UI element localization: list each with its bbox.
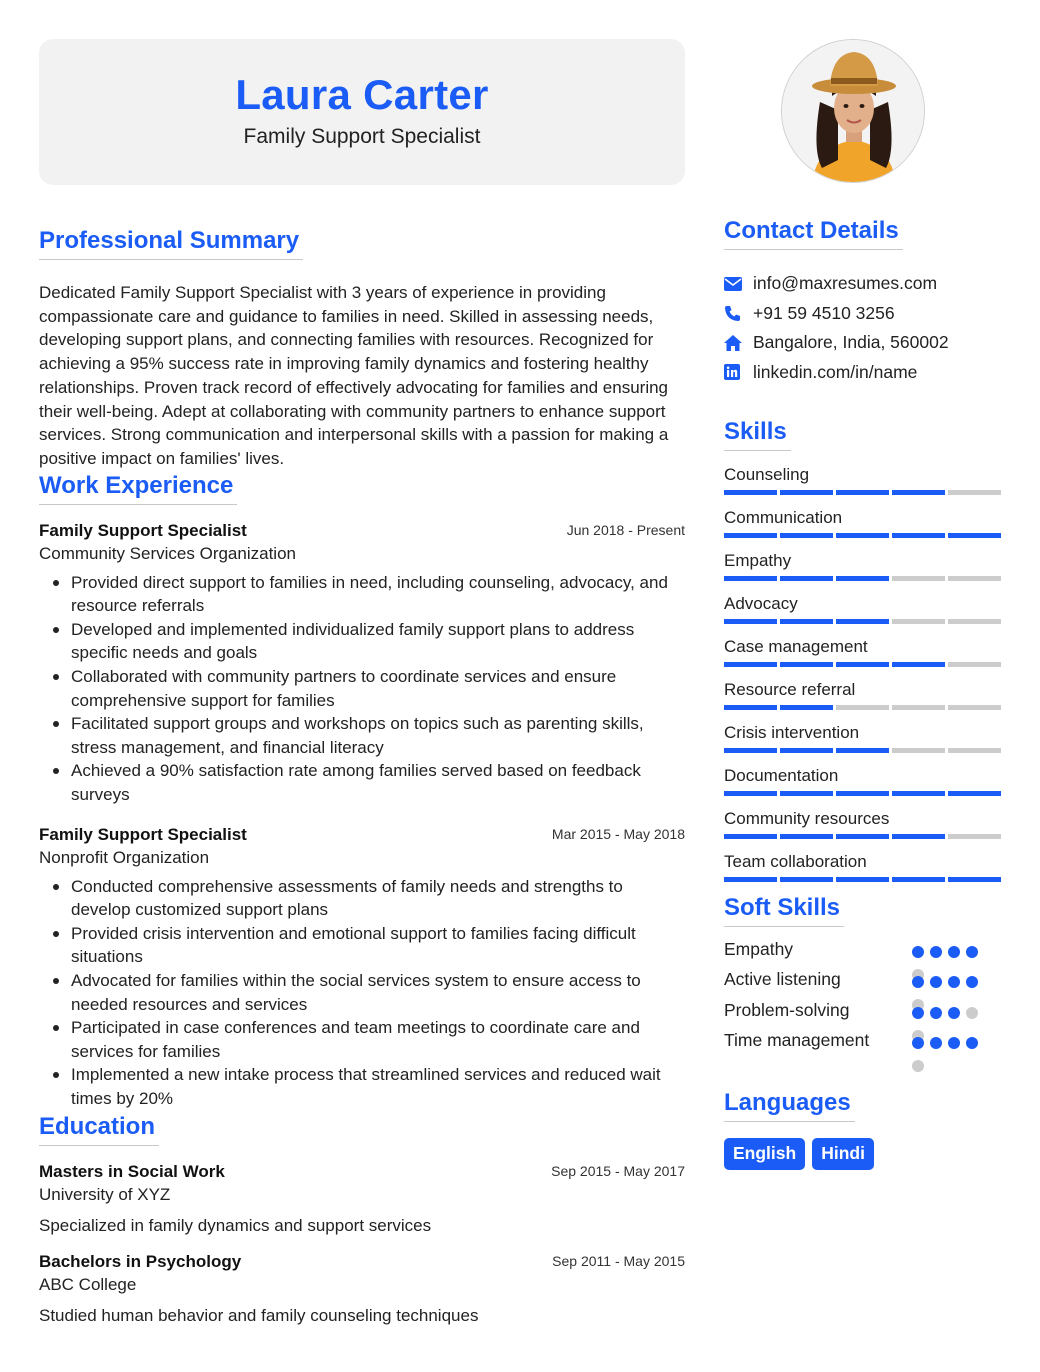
job-entry bbox=[39, 521, 685, 807]
skill-item bbox=[724, 851, 1002, 882]
skill-level-segment bbox=[892, 533, 945, 538]
bullet-item: Collaborated with community partners to coordinate services and ensure comprehensive support for families bbox=[39, 665, 685, 712]
skill-level-bar bbox=[724, 877, 1002, 882]
skill-level-segment bbox=[948, 490, 1001, 495]
header-card bbox=[39, 39, 685, 185]
job-organization: Nonprofit Organization bbox=[39, 847, 210, 867]
job-entry bbox=[39, 825, 685, 1111]
skill-level-segment bbox=[724, 576, 777, 581]
skill-name: Team collaboration bbox=[724, 852, 867, 871]
skill-name: Case management bbox=[724, 637, 868, 656]
soft-skill-item bbox=[724, 969, 1002, 999]
skill-level-segment bbox=[724, 791, 777, 796]
skill-level-segment bbox=[892, 791, 945, 796]
skill-level-segment bbox=[780, 619, 833, 624]
language-badge: English bbox=[724, 1138, 805, 1170]
bullet-item: Achieved a 90% satisfaction rate among families served based on feedback surveys bbox=[39, 759, 685, 806]
section-title-soft-skills: Soft Skills bbox=[724, 894, 844, 927]
bullet-item: Advocated for families within the social services system to ensure access to needed resources and services bbox=[39, 969, 685, 1016]
section-title-experience: Work Experience bbox=[39, 472, 237, 505]
contact-phone-text: +91 59 4510 3256 bbox=[753, 302, 895, 323]
skill-level-segment bbox=[724, 705, 777, 710]
skill-level-segment bbox=[892, 662, 945, 667]
skill-level-segment bbox=[836, 619, 889, 624]
skill-level-segment bbox=[836, 834, 889, 839]
job-bullets bbox=[39, 571, 685, 807]
skill-level-segment bbox=[780, 576, 833, 581]
skill-level-segment bbox=[836, 748, 889, 753]
soft-skill-item bbox=[724, 1000, 1002, 1030]
education-date: Sep 2011 - May 2015 bbox=[552, 1252, 685, 1269]
skill-level-segment bbox=[780, 705, 833, 710]
skill-level-bar bbox=[724, 748, 1002, 753]
job-role: Family Support Specialist bbox=[39, 824, 247, 844]
education-section bbox=[39, 1113, 685, 1326]
candidate-name: Laura Carter bbox=[235, 71, 489, 118]
skill-level-segment bbox=[780, 533, 833, 538]
skill-item bbox=[724, 722, 1002, 753]
soft-skill-name: Time management bbox=[724, 1029, 870, 1050]
skill-item bbox=[724, 550, 1002, 581]
skill-level-segment bbox=[724, 834, 777, 839]
skill-name: Community resources bbox=[724, 809, 890, 828]
skill-item bbox=[724, 464, 1002, 495]
contact-address bbox=[724, 328, 1002, 358]
skill-level-segment bbox=[948, 791, 1001, 796]
skill-level-segment bbox=[948, 576, 1001, 581]
skill-level-segment bbox=[892, 705, 945, 710]
rating-dot bbox=[966, 1037, 978, 1049]
section-title-contact: Contact Details bbox=[724, 217, 903, 250]
skill-level-segment bbox=[724, 490, 777, 495]
skill-level-segment bbox=[836, 533, 889, 538]
section-title-education: Education bbox=[39, 1113, 159, 1146]
soft-skills-list bbox=[724, 939, 1002, 1060]
rating-dot bbox=[930, 946, 942, 958]
skill-level-segment bbox=[948, 533, 1001, 538]
contact-email-text: info@maxresumes.com bbox=[753, 273, 938, 294]
job-date: Jun 2018 - Present bbox=[566, 521, 685, 538]
rating-dot bbox=[930, 976, 942, 988]
bullet-item: Conducted comprehensive assessments of family needs and strengths to develop customized support plans bbox=[39, 875, 685, 922]
skill-item bbox=[724, 808, 1002, 839]
education-description: Studied human behavior and family counseling techniques bbox=[39, 1305, 479, 1325]
skill-level-segment bbox=[948, 748, 1001, 753]
skill-level-bar bbox=[724, 533, 1002, 538]
skill-level-bar bbox=[724, 662, 1002, 667]
skill-level-segment bbox=[836, 877, 889, 882]
skill-name: Empathy bbox=[724, 551, 792, 570]
school-name: ABC College bbox=[39, 1274, 137, 1294]
skill-level-segment bbox=[836, 791, 889, 796]
bullet-item: Implemented a new intake process that streamlined services and reduced wait times by 20% bbox=[39, 1063, 685, 1110]
soft-skill-item bbox=[724, 939, 1002, 969]
envelope-icon bbox=[724, 277, 753, 291]
linkedin-icon bbox=[724, 364, 753, 380]
rating-dot bbox=[912, 1060, 924, 1072]
contact-linkedin-text: linkedin.com/in/name bbox=[753, 361, 918, 382]
skill-item bbox=[724, 765, 1002, 796]
skill-level-segment bbox=[836, 662, 889, 667]
section-title-skills: Skills bbox=[724, 418, 791, 451]
rating-dot bbox=[948, 976, 960, 988]
summary-text: Dedicated Family Support Specialist with 3 years of experience in providing compassionate care and guidance to families in need. Skilled in assessing needs, developing support plans, and connecting families with resources. Recognized for achieving a 95% success rate in improving family dynamics and fostering healthy relationships. Proven track record of effectively advocating for families and ensuring their well-being. Adept at collaborating with community partners to enhance support services. Strong communication and interpersonal skills with a passion for making a positive impact on families' lives. bbox=[39, 283, 669, 468]
skill-level-segment bbox=[948, 662, 1001, 667]
skill-level-segment bbox=[948, 834, 1001, 839]
contact-email[interactable] bbox=[724, 269, 1002, 299]
soft-skills-section bbox=[724, 894, 1002, 1060]
soft-skill-item bbox=[724, 1030, 1002, 1060]
skill-name: Advocacy bbox=[724, 594, 798, 613]
bullet-item: Provided crisis intervention and emotional support to families facing difficult situations bbox=[39, 922, 685, 969]
education-date: Sep 2015 - May 2017 bbox=[551, 1162, 685, 1179]
skill-level-segment bbox=[948, 705, 1001, 710]
languages-section bbox=[724, 1089, 1002, 1170]
rating-dot bbox=[930, 1037, 942, 1049]
rating-dot bbox=[912, 1007, 924, 1019]
skill-name: Documentation bbox=[724, 766, 839, 785]
bullet-item: Developed and implemented individualized family support plans to address specific needs and goals bbox=[39, 618, 685, 665]
profile-photo bbox=[781, 39, 925, 183]
phone-icon bbox=[724, 305, 753, 322]
skill-level-bar bbox=[724, 576, 1002, 581]
skill-level-segment bbox=[780, 791, 833, 796]
contact-address-text: Bangalore, India, 560002 bbox=[753, 332, 949, 353]
skill-level-segment bbox=[724, 662, 777, 667]
skill-name: Resource referral bbox=[724, 680, 856, 699]
experience-section bbox=[39, 472, 685, 1111]
skill-level-bar bbox=[724, 791, 1002, 796]
skill-level-segment bbox=[724, 877, 777, 882]
contact-section bbox=[724, 217, 1002, 387]
skill-level-segment bbox=[836, 576, 889, 581]
rating-dot bbox=[948, 1037, 960, 1049]
skill-level-segment bbox=[780, 877, 833, 882]
skill-level-segment bbox=[724, 619, 777, 624]
skill-level-segment bbox=[892, 619, 945, 624]
skill-level-segment bbox=[892, 490, 945, 495]
skill-item bbox=[724, 636, 1002, 667]
language-badge: Hindi bbox=[812, 1138, 874, 1170]
education-description: Specialized in family dynamics and support services bbox=[39, 1215, 432, 1235]
rating-dot bbox=[948, 1007, 960, 1019]
candidate-title: Family Support Specialist bbox=[243, 125, 481, 148]
contact-linkedin[interactable] bbox=[724, 358, 1002, 388]
soft-skill-rating bbox=[912, 1037, 984, 1083]
job-role: Family Support Specialist bbox=[39, 520, 247, 540]
rating-dot bbox=[930, 1007, 942, 1019]
education-entry bbox=[39, 1162, 685, 1236]
skill-name: Crisis intervention bbox=[724, 723, 860, 742]
skill-level-segment bbox=[780, 662, 833, 667]
skill-level-segment bbox=[948, 619, 1001, 624]
skill-level-segment bbox=[892, 576, 945, 581]
skill-level-segment bbox=[724, 533, 777, 538]
skill-level-segment bbox=[724, 748, 777, 753]
contact-phone[interactable] bbox=[724, 299, 1002, 329]
job-date: Mar 2015 - May 2018 bbox=[551, 825, 685, 842]
job-organization: Community Services Organization bbox=[39, 543, 296, 563]
skill-level-segment bbox=[836, 705, 889, 710]
school-name: University of XYZ bbox=[39, 1184, 171, 1204]
skill-level-segment bbox=[892, 748, 945, 753]
skill-name: Counseling bbox=[724, 465, 810, 484]
main-column bbox=[39, 39, 685, 1326]
degree-name: Masters in Social Work bbox=[39, 1161, 225, 1181]
rating-dot bbox=[966, 1007, 978, 1019]
rating-dot bbox=[948, 946, 960, 958]
rating-dot bbox=[912, 946, 924, 958]
rating-dot bbox=[912, 976, 924, 988]
rating-dot bbox=[966, 976, 978, 988]
skill-level-bar bbox=[724, 705, 1002, 710]
section-title-languages: Languages bbox=[724, 1089, 855, 1122]
soft-skill-name: Problem-solving bbox=[724, 999, 850, 1020]
rating-dot bbox=[966, 946, 978, 958]
skill-item bbox=[724, 679, 1002, 710]
skill-item bbox=[724, 507, 1002, 538]
soft-skill-name: Active listening bbox=[724, 969, 841, 990]
soft-skill-name: Empathy bbox=[724, 939, 794, 959]
skill-name: Communication bbox=[724, 508, 843, 527]
home-icon bbox=[724, 335, 753, 351]
skills-list bbox=[724, 464, 1002, 882]
sidebar-column bbox=[724, 39, 1002, 1170]
skill-level-segment bbox=[892, 834, 945, 839]
skill-level-segment bbox=[948, 877, 1001, 882]
bullet-item: Participated in case conferences and team meetings to coordinate care and services for families bbox=[39, 1016, 685, 1063]
summary-section bbox=[39, 227, 685, 471]
section-title-summary: Professional Summary bbox=[39, 227, 303, 260]
bullet-item: Facilitated support groups and workshops on topics such as parenting skills, stress management, and financial literacy bbox=[39, 712, 685, 759]
bullet-item: Provided direct support to families in need, including counseling, advocacy, and resource referrals bbox=[39, 571, 685, 618]
skill-item bbox=[724, 593, 1002, 624]
degree-name: Bachelors in Psychology bbox=[39, 1251, 242, 1271]
skill-level-segment bbox=[780, 748, 833, 753]
skill-level-bar bbox=[724, 490, 1002, 495]
skills-section bbox=[724, 418, 1002, 882]
skill-level-segment bbox=[780, 490, 833, 495]
skill-level-segment bbox=[780, 834, 833, 839]
rating-dot bbox=[912, 1037, 924, 1049]
education-entry bbox=[39, 1252, 685, 1326]
languages-list bbox=[724, 1138, 1002, 1170]
skill-level-bar bbox=[724, 619, 1002, 624]
job-bullets bbox=[39, 875, 685, 1111]
skill-level-segment bbox=[892, 877, 945, 882]
skill-level-bar bbox=[724, 834, 1002, 839]
skill-level-segment bbox=[836, 490, 889, 495]
